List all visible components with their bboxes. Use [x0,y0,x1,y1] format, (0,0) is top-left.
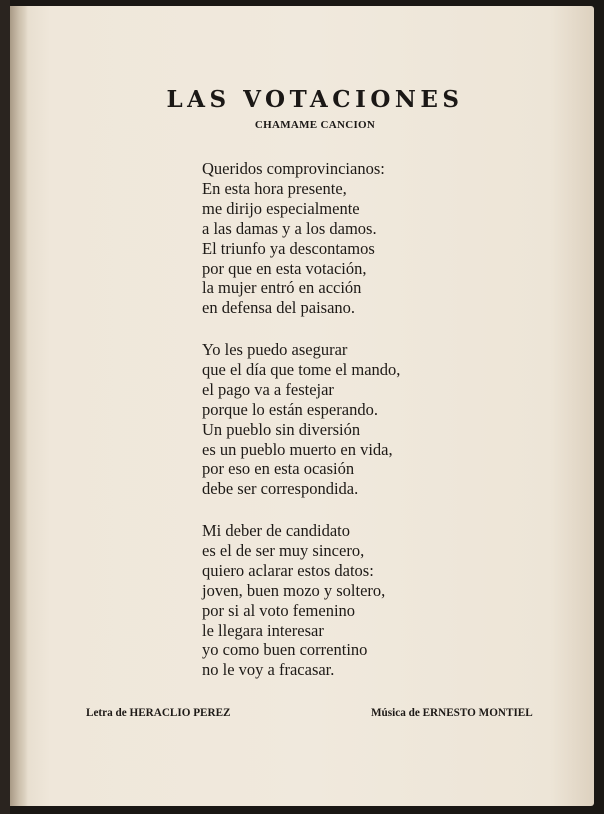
lyrics-credit: Letra de HERACLIO PEREZ [86,707,231,719]
verse-line: por si al voto femenino [202,600,356,620]
song-title: LAS VOTACIONES [166,86,464,113]
verse-line: me dirijo especialmente [202,198,360,218]
verse-line: porque lo están esperando. [202,399,378,419]
verse-line: El triunfo ya descontamos [202,238,375,258]
verse-line: el pago va a festejar [202,379,334,399]
verse-line: joven, buen mozo y soltero, [202,580,386,600]
stanza-3 [202,521,462,680]
verse-line: En esta hora presente, [202,178,347,198]
book-spine [0,0,10,814]
verse-line: yo como buen correntino [202,640,368,660]
verse-line: le llegara interesar [202,620,324,640]
verse-line: Queridos comprovincianos: [202,159,385,178]
verse-line: debe ser correspondida. [202,479,359,499]
music-credit: Música de ERNESTO MONTIEL [371,707,533,719]
verse-line: a las damas y a los damos. [202,218,377,238]
verse-line: por que en esta votación, [202,258,367,278]
stanza-1 [202,159,462,318]
page-edge [594,0,604,814]
verse-line: la mujer entró en acción [202,278,362,298]
verse-line: que el día que tome el mando, [202,359,401,379]
verse-line: en defensa del paisano. [202,298,356,318]
verse-line: quiero aclarar estos datos: [202,560,374,580]
verse-line: por eso en esta ocasión [202,459,355,479]
verse-line: es el de ser muy sincero, [202,540,365,560]
verse-line: Yo les puedo asegurar [202,340,348,359]
stanza-2 [202,340,462,499]
verse-line: Mi deber de candidato [202,521,350,540]
verse-line: Un pueblo sin diversión [202,419,361,439]
song-subtitle: CHAMAME CANCION [254,119,376,131]
verse-line: no le voy a fracasar. [202,660,335,680]
page-gutter-shadow [10,6,28,806]
verse-line: es un pueblo muerto en vida, [202,439,393,459]
